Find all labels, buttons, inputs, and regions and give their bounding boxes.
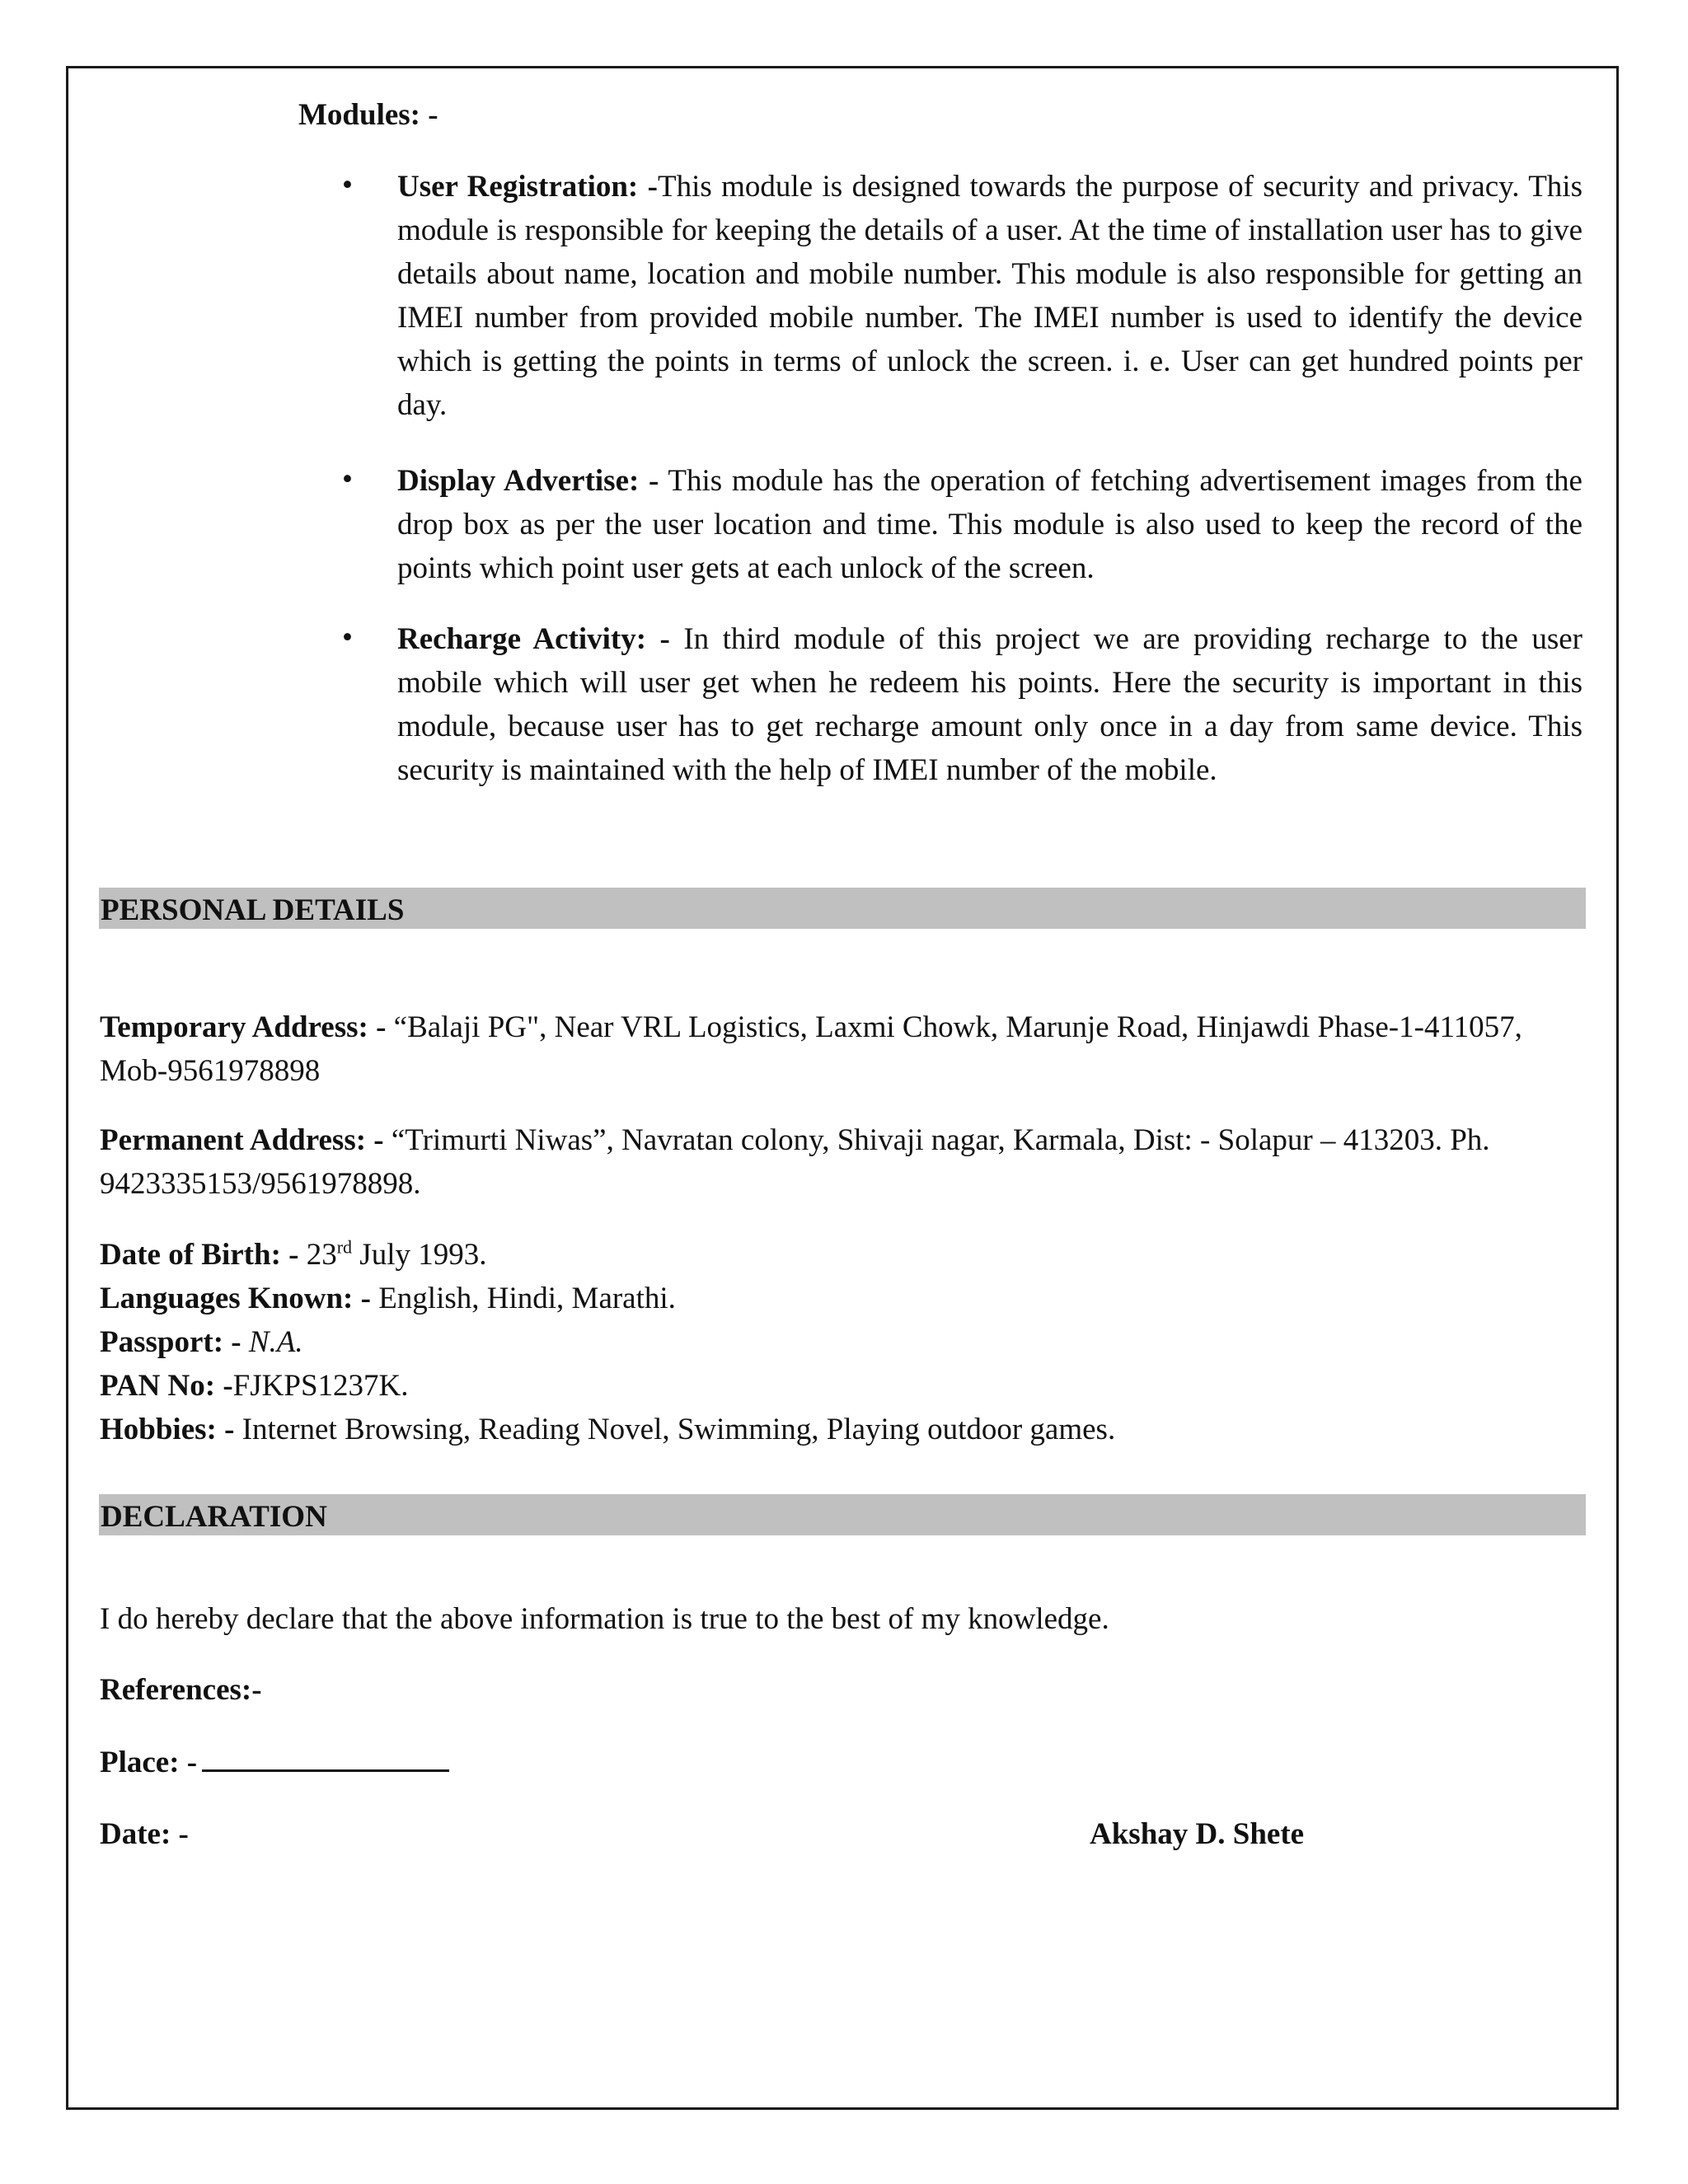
field-value: 23 [298,1238,337,1272]
field-label: Hobbies: - [100,1413,235,1446]
place-line [100,1741,1583,1784]
module-text: In third module of this project we are providing recharge to the user mobile which will user get when he redeem his points. Here the security is important in this module, because user has to get recharge amount only once in a day from same device. This security is maintained with the help of IMEI number of the mobile. [397,622,1582,787]
module-text: This module is designed towards the purpose of security and privacy. This module is responsible for keeping the details of a user. At the time of installation user has to give details about name, location and mobile number. This module is also responsible for getting an IMEI number from provided mobile number. The IMEI number is used to identify the device which is getting the points in terms of unlock the screen. i. e. User can get hundred points per day. [397,170,1582,422]
declaration-text: I do hereby declare that the above information is true to the best of my knowledge. [100,1602,1109,1636]
declaration-section-header [99,1494,1586,1535]
date-of-birth [100,1233,1583,1277]
module-title: Display Advertise: - [397,464,659,498]
module-user-registration [397,165,1582,427]
module-text: This module has the operation of fetching advertisement images from the drop box as per the user location and time. This module is also used to keep the record of the points which point user gets at each unlock of the screen. [397,464,1582,585]
field-value: N.A. [241,1325,303,1359]
module-title: Recharge Activity: - [397,622,670,656]
field-value: Internet Browsing, Reading Novel, Swimming, Playing outdoor games. [234,1413,1116,1446]
field-label: PAN No: - [100,1369,233,1403]
field-value: English, Hindi, Marathi. [370,1282,676,1315]
section-title: DECLARATION [101,1500,327,1534]
section-title: PERSONAL DETAILS [101,893,405,927]
bullet-icon: • [342,168,353,202]
field-label: Temporary Address: - [100,1010,387,1044]
permanent-address [100,1118,1583,1206]
modules-heading: Modules: - [298,98,438,132]
temporary-address [100,1005,1583,1093]
bullet-icon: • [342,462,353,496]
field-label: Date of Birth: - [100,1238,299,1272]
ordinal-suffix: rd [336,1236,353,1258]
place-blank [202,1745,449,1772]
signature-name: Akshay D. Shete [1090,1817,1305,1851]
personal-details-section-header [99,888,1586,929]
field-label: Permanent Address: - [100,1123,384,1157]
field-value: “Trimurti Niwas”, Navratan colony, Shivaji nagar, Karmala, Dist: - Solapur – 413203. Ph. 9423335153/9561978898. [100,1123,1490,1201]
module-title: User Registration: - [397,170,658,204]
passport [100,1320,1583,1364]
field-label: Languages Known: - [100,1282,371,1315]
module-recharge-activity [397,617,1582,792]
field-label: Passport: - [100,1325,241,1359]
date-label: Date: - [100,1817,189,1851]
pan-number [100,1364,1583,1408]
module-display-advertise [397,459,1582,590]
field-value: FJKPS1237K. [232,1369,409,1403]
languages-known [100,1277,1583,1320]
field-value: “Balaji PG", Near VRL Logistics, Laxmi Chowk, Marunje Road, Hinjawdi Phase-1-411057, Mob-9561978898 [100,1010,1522,1088]
field-value: July 1993. [352,1238,487,1272]
place-label: Place: - [100,1746,198,1779]
hobbies [100,1408,1583,1451]
personal-info-list [100,1233,1583,1451]
references-label: References:- [100,1673,262,1707]
bullet-icon: • [342,621,353,654]
